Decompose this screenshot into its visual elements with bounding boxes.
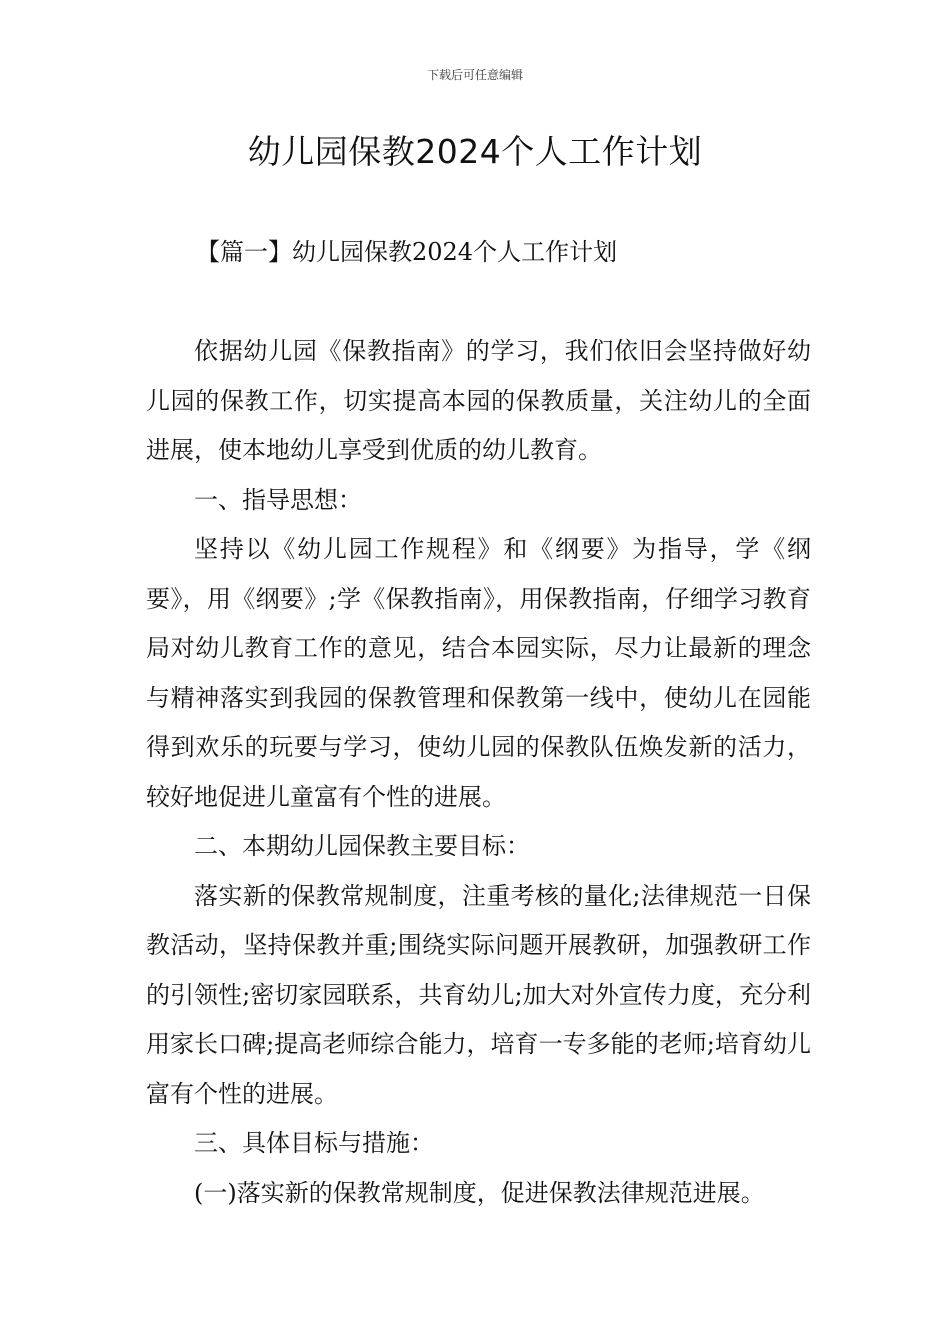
heading-main-goals: 二、本期幼儿园保教主要目标： (194, 832, 530, 860)
document-title: 幼儿园保教2024个人工作计划 (247, 132, 703, 171)
paragraph-intro: 依据幼儿园《保教指南》的学习，我们依旧会坚持做好幼儿园的保教工作，切实提高本园的保教质量，关注幼儿的全面进展，使本地幼儿享受到优质的幼儿教育。 (146, 337, 811, 464)
document-body (146, 327, 811, 1218)
paragraph-guiding-thought: 坚持以《幼儿园工作规程》和《纲要》为指导，学《纲要》，用《纲要》;学《保教指南》，用保教指南，仔细学习教育局对幼儿教育工作的意见，结合本园实际，尽力让最新的理念与精神落实到我园的保教管理和保教第一线中，使幼儿在园能得到欢乐的玩要与学习，使幼儿园的保教队伍焕发新的活力，较好地促进儿童富有个性的进展。 (146, 535, 811, 811)
heading-specific-goals: 三、具体目标与措施： (194, 1129, 434, 1157)
section-subtitle: 【篇一】幼儿园保教2024个人工作计划 (196, 238, 618, 266)
header-note: 下载后可任意编辑 (426, 68, 523, 82)
heading-guiding-thought: 一、指导思想： (194, 485, 362, 514)
paragraph-specific-goal-1: (一)落实新的保教常规制度，促进保教法律规范进展。 (194, 1178, 765, 1207)
paragraph-main-goals: 落实新的保教常规制度，注重考核的量化;法律规范一日保教活动，坚持保教并重;围绕实际问题开展教研，加强教研工作的引领性;密切家园联系，共育幼儿;加大对外宣传力度，充分利用家长口碑;提高老师综合能力，培育一专多能的老师;培育幼儿富有个性的进展。 (146, 881, 811, 1108)
